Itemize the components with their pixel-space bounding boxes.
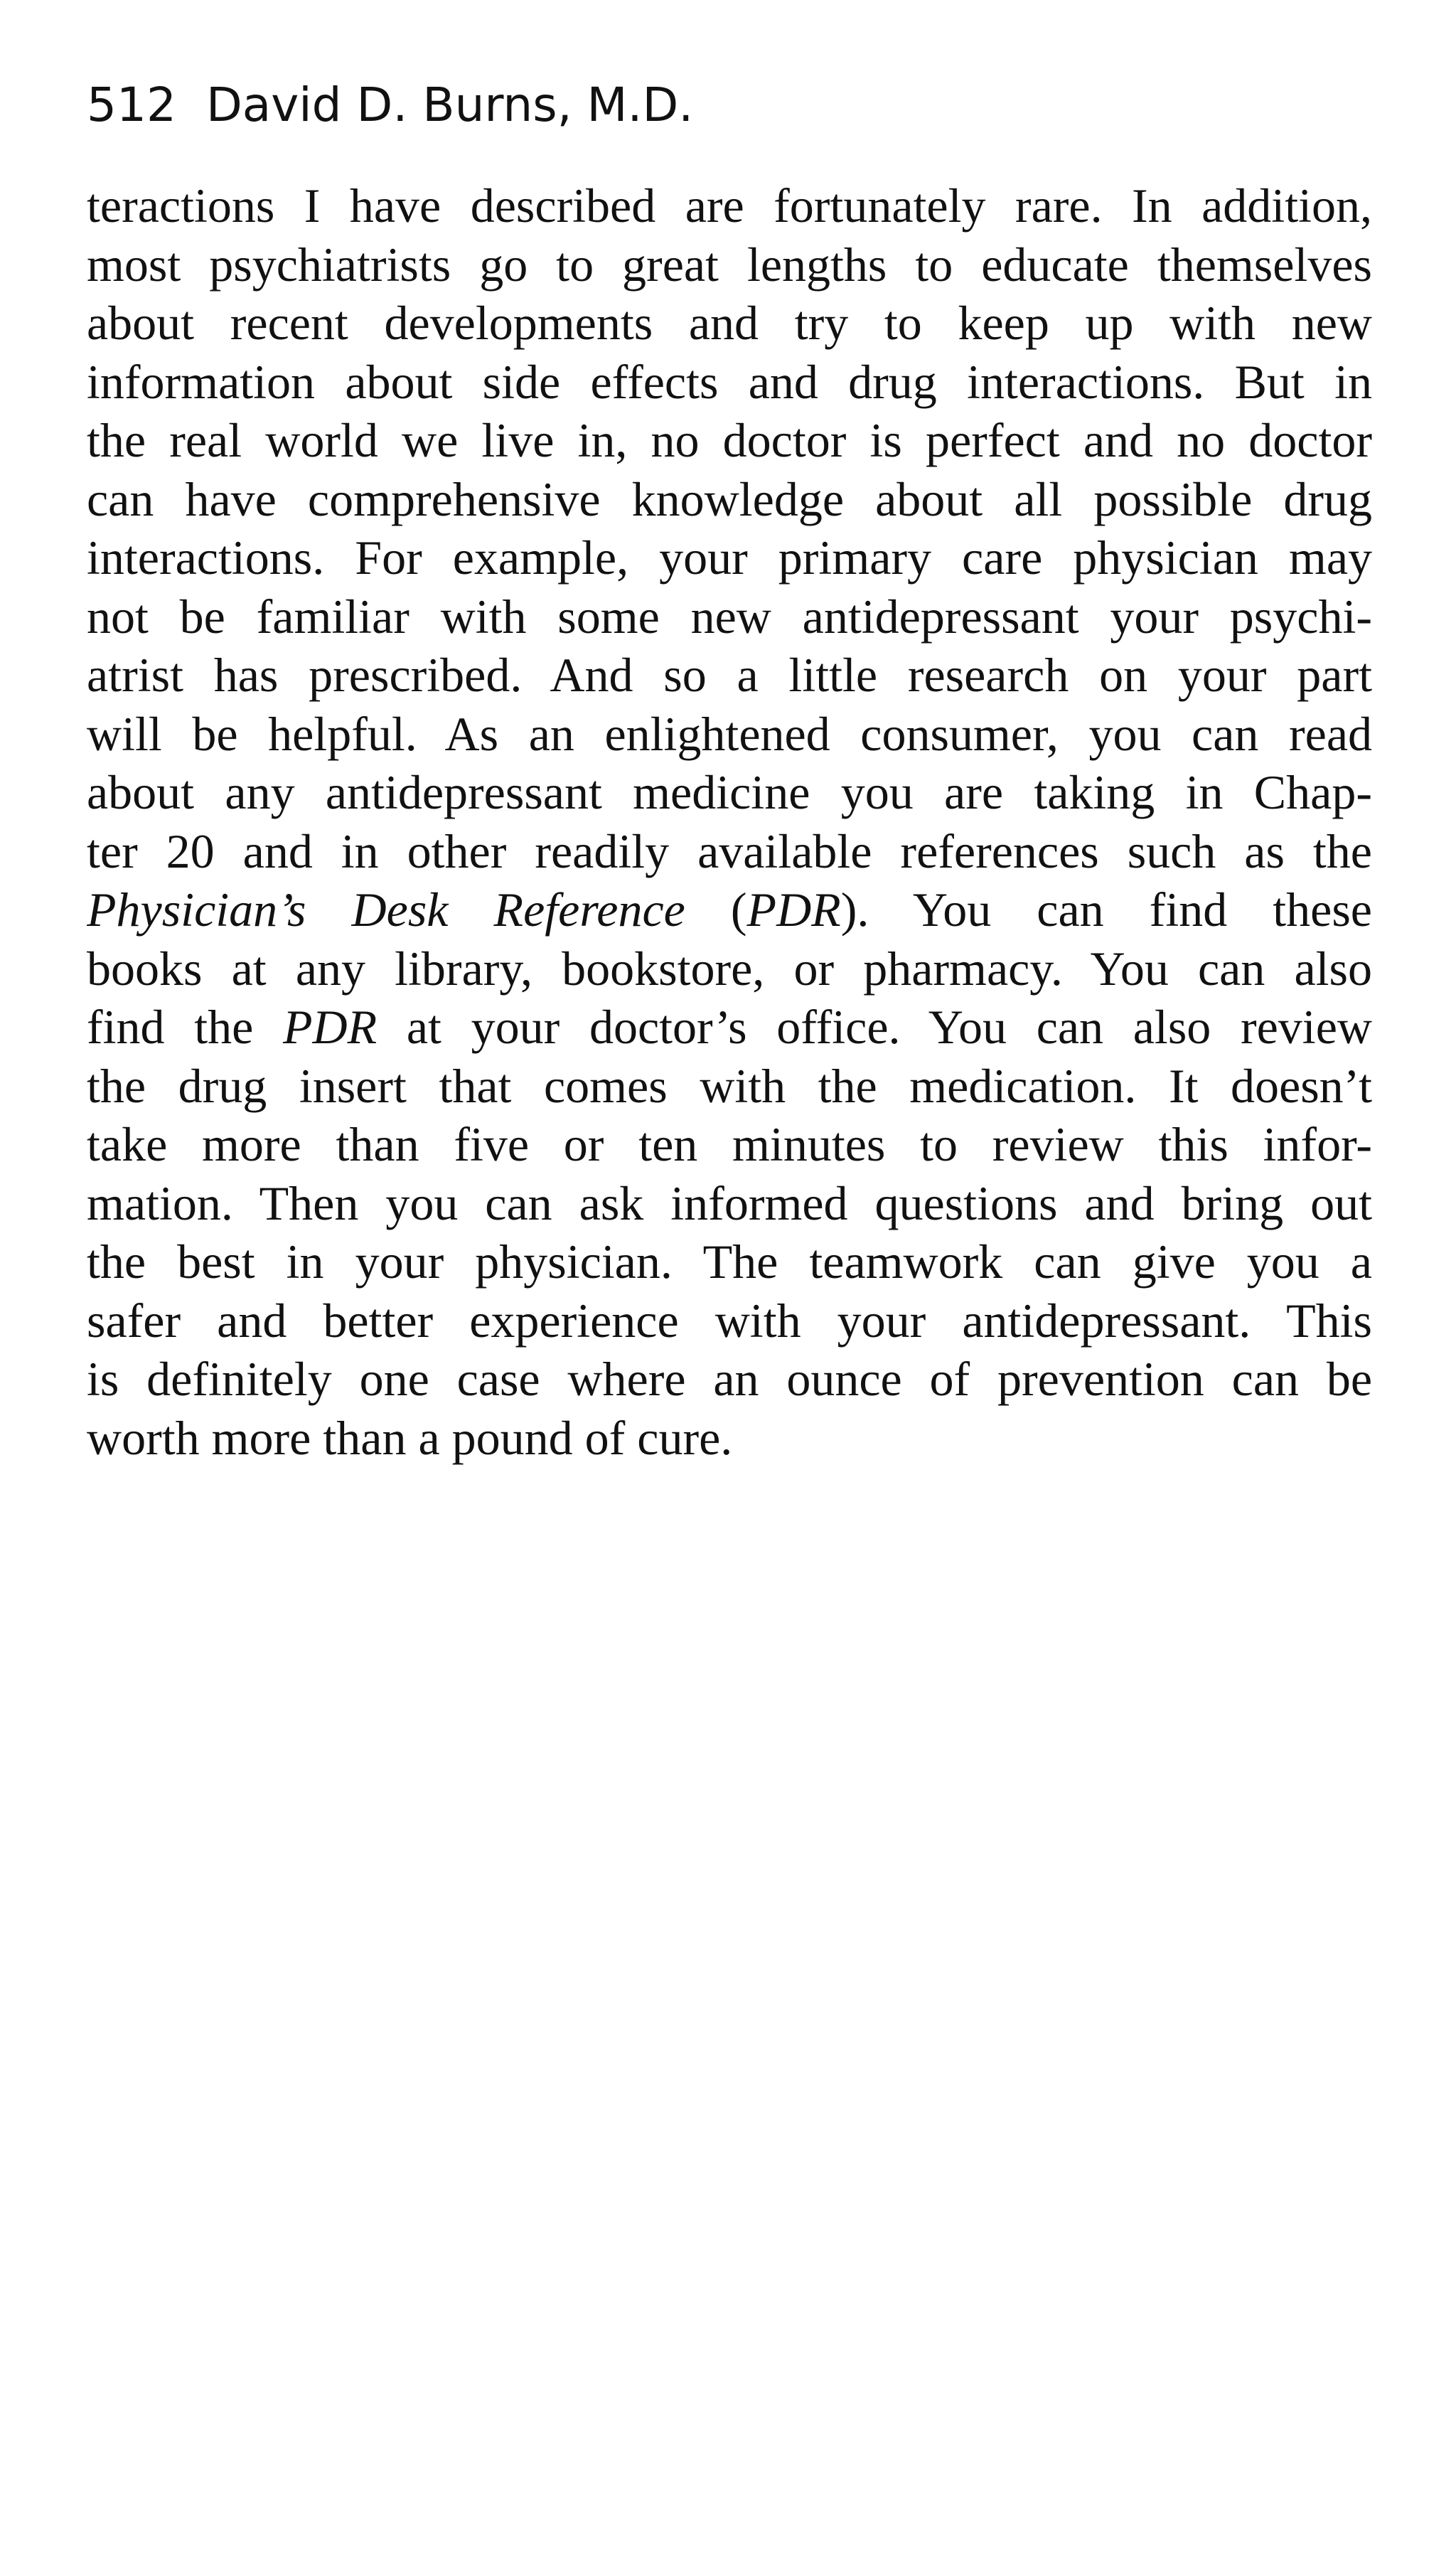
italic-abbreviation: PDR (746, 883, 841, 937)
text-line: interactions. For example, your primary care physician may (87, 531, 1372, 585)
text-line-with-italic-title (87, 880, 1372, 939)
text-line: the drug insert that comes with the medication. It doesn’t (87, 1058, 1372, 1113)
text-line: about any antidepressant medicine you are taking in Chap- (87, 765, 1372, 819)
text-line: information about side effects and drug interactions. But in (87, 354, 1372, 409)
body-paragraph (87, 176, 1372, 1467)
text-line: most psychiatrists go to great lengths to educate themselves (87, 237, 1372, 292)
text-fragment: at your doctor’s office. You can also review (377, 1000, 1372, 1054)
text-line: the real world we live in, no doctor is perfect and no doctor (87, 413, 1372, 467)
text-fragment: ). You can find these (840, 883, 1372, 937)
text-line: books at any library, bookstore, or pharmacy. You can also (87, 941, 1372, 996)
text-line: will be helpful. As an enlightened consumer, you can read (87, 706, 1372, 761)
text-line-with-italic-abbreviation (87, 998, 1372, 1057)
text-line: atrist has prescribed. And so a little research on your part (87, 648, 1372, 702)
running-title: David D. Burns, M.D. (205, 78, 694, 132)
text-line-last: worth more than a pound of cure. (87, 1410, 733, 1465)
text-line: the best in your physician. The teamwork can give you a (87, 1235, 1372, 1289)
text-line: can have comprehensive knowledge about all possible drug (87, 471, 1372, 526)
text-line: safer and better experience with your antidepressant. This (87, 1293, 1372, 1348)
text-line: about recent developments and try to keep up with new (87, 296, 1372, 350)
text-line: ter 20 and in other readily available references such as the (87, 824, 1372, 878)
text-fragment: find the (87, 1000, 283, 1054)
page-number: 512 (87, 78, 176, 132)
text-line: take more than five or ten minutes to review this infor- (87, 1117, 1372, 1171)
text-line: is definitely one case where an ounce of prevention can be (87, 1352, 1372, 1406)
text-line: not be familiar with some new antidepressant your psychi- (87, 589, 1372, 644)
text-line: mation. Then you can ask informed questions and bring out (87, 1176, 1372, 1230)
text-line: teractions I have described are fortunately rare. In addition, (87, 178, 1372, 233)
italic-book-title: Physician’s Desk Reference (87, 883, 685, 937)
running-head (87, 77, 693, 134)
italic-abbreviation: PDR (282, 1000, 378, 1054)
text-fragment: ( (685, 883, 747, 937)
